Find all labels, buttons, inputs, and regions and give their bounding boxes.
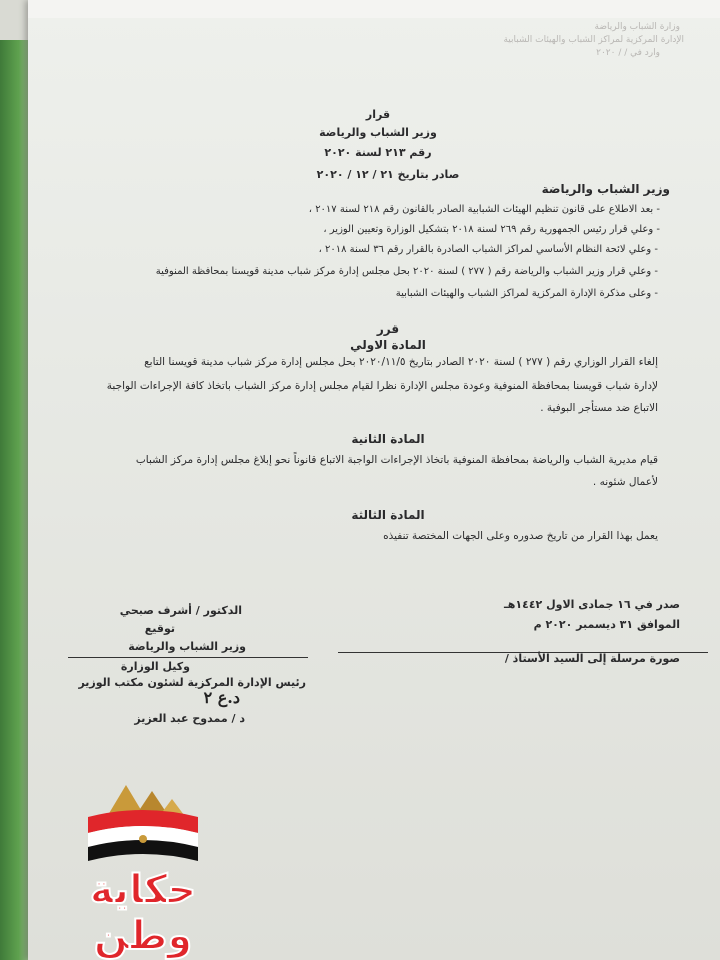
preamble-line: - وعلي لائحة النظام الأساسي لمراكز الشباب الصادرة بالقرار رقم ٣٦ لسنة ٢٠١٨ ، — [318, 244, 658, 255]
article-3-line: يعمل بهذا القرار من تاريخ صدوره وعلى الجهات المختصة تنفيذه — [383, 530, 658, 542]
article-1-line: لإدارة شباب قويسنا بمحافظة المنوفية وعودة مجلس الإدارة نظرا لقيام مجلس إدارة مركز الشباب باتخاذ كافة الإجراءات الواجبة — [106, 380, 658, 392]
article-3-title: المادة الثالثة — [351, 508, 425, 522]
preamble-line: - وعلي قرار وزير الشباب والرياضة رقم ( ٢٧٧ ) لسنة ٢٠٢٠ بحل مجلس إدارة مركز شباب مدينة قويسنا بمحافظة المنوفية — [155, 266, 658, 277]
issued-hijri-date: صدر في ١٦ جمادى الاول ١٤٤٢هـ — [504, 598, 680, 611]
article-1-title: المادة الاولي — [350, 338, 426, 352]
brand-logo-text: حكاية وطن — [89, 867, 197, 959]
undersecretary-name: د / ممدوح عبد العزيز — [134, 712, 245, 725]
decree-issuer: وزير الشباب والرياضة — [319, 126, 437, 139]
letterhead-line-2: الإدارة المركزية لمراكز الشباب والهيئات الشبابية — [503, 35, 684, 45]
undersecretary-title: وكيل الوزارة — [120, 660, 190, 673]
document-page — [28, 0, 720, 960]
issued-gregorian-date: الموافق ٣١ ديسمبر ٢٠٢٠ م — [533, 618, 680, 631]
preamble-line: - وعلى مذكرة الإدارة المركزية لمراكز الشباب والهيئات الشبابية — [395, 288, 658, 299]
article-2-line: لأعمال شئونه . — [592, 476, 658, 488]
signature-divider-left — [68, 657, 308, 658]
article-1-line: الاتباع ضد مستأجر البوفية . — [540, 402, 658, 414]
pyramids-flag-icon — [48, 775, 238, 875]
paper-top-edge — [28, 0, 720, 18]
signatory-title: وزير الشباب والرياضة — [128, 640, 246, 653]
signature-label: توقيع — [144, 622, 175, 635]
article-2-title: المادة الثانية — [351, 432, 425, 446]
letterhead-line-3: وارد في / / ٢٠٢٠ — [596, 48, 660, 58]
decree-number: رقم ٢١٣ لسنة ٢٠٢٠ — [324, 146, 432, 159]
article-2-line: قيام مديرية الشباب والرياضة بمحافظة المنوفية باتخاذ الإجراءات الواجبة الاتباع قانوناً نحو إبلاغ مجلس إدارة مركز الشباب — [135, 454, 658, 466]
decree-title: قرار — [365, 108, 391, 121]
minister-label: وزير الشباب والرياضة — [541, 182, 670, 196]
copy-to-line: صورة مرسلة إلى السيد الأستاذ / — [504, 652, 680, 665]
decree-issue-date: صادر بتاريخ ٢١ / ١٢ / ٢٠٢٠ — [316, 168, 460, 181]
decided-heading: قرر — [376, 322, 400, 336]
undersecretary-position: رئيس الإدارة المركزية لشئون مكتب الوزير — [78, 676, 306, 689]
preamble-line: - بعد الاطلاع على قانون تنظيم الهيئات الشبابية الصادر بالقانون رقم ٢١٨ لسنة ٢٠١٧ ، — [308, 204, 660, 215]
signatory-name: الدكتور / أشرف صبحي — [119, 604, 242, 617]
brand-watermark-logo — [48, 775, 238, 959]
article-1-line: إلغاء القرار الوزاري رقم ( ٢٧٧ ) لسنة ٢٠٢٠ الصادر بتاريخ ٢٠٢٠/١١/٥ بحل مجلس إدارة مركز شباب مدينة قويسنا التابع — [144, 356, 658, 368]
letterhead-line-1: وزارة الشباب والرياضة — [594, 22, 680, 32]
preamble-line: - وعلي قرار رئيس الجمهورية رقم ٢٦٩ لسنة ٢٠١٨ بتشكيل الوزارة وتعيين الوزير ، — [323, 224, 660, 235]
handwritten-signature: د.ع ٢ — [203, 688, 240, 707]
